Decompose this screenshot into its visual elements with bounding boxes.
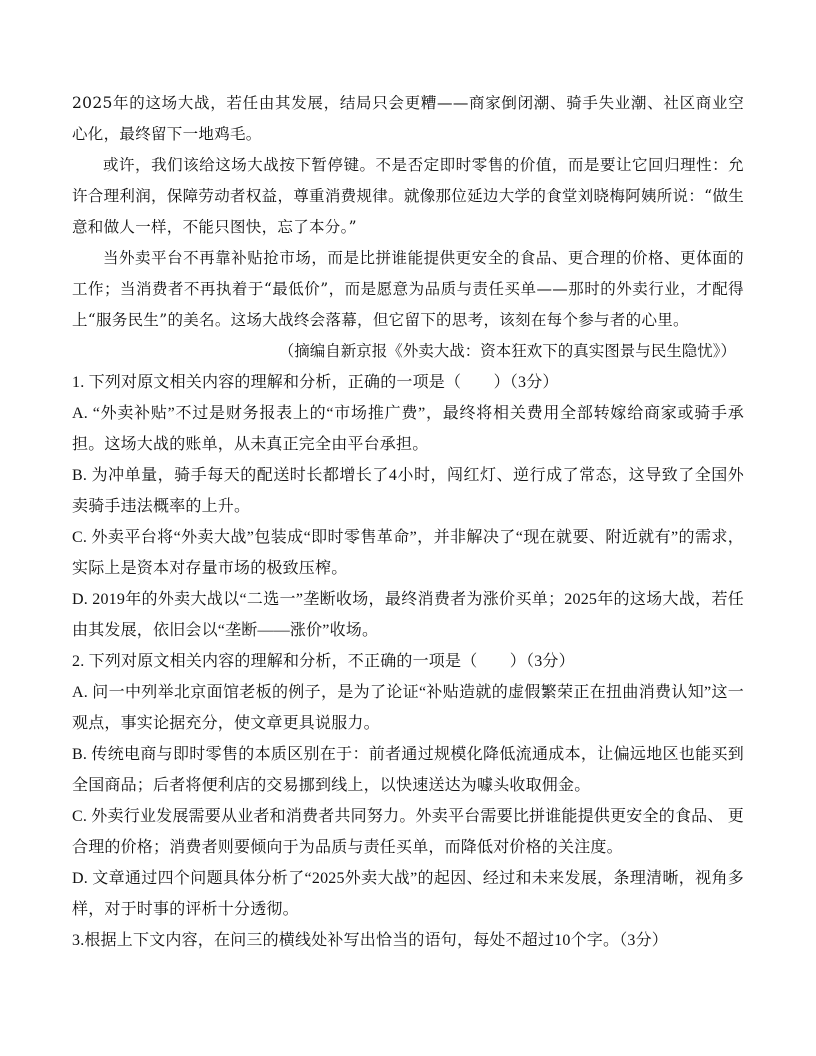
article-source: （摘编自新京报《外卖大战：资本狂欢下的真实图景与民生隐忧》） [278,343,736,360]
question-1-option-a: A. “外卖补贴”不过是财务报表上的“市场推广费”，最终将相关费用全部转嫁给商家或骑手承担。这场大战的账单，从未真正完全由平台承担。 [72,405,744,453]
article-paragraph-2: 或许，我们该给这场大战按下暂停键。不是否定即时零售的价值，而是要让它回归理性：允许合理利润，保障劳动者权益，尊重消费规律。就像那位延边大学的食堂刘晓梅阿姨所说：“做生意和做人一样，不能只图快，忘了本分。” [72,156,744,236]
question-1-option-b: B. 为冲单量，骑手每天的配送时长都增长了4小时，闯红灯、逆行成了常态，这导致了全国外卖骑手违法概率的上升。 [72,467,744,515]
article-paragraph-1: 2025年的这场大战，若任由其发展，结局只会更糟——商家倒闭潮、骑手失业潮、社区商业空心化，最终留下一地鸡毛。 [72,94,744,143]
article-paragraph-3: 当外卖平台不再靠补贴抢市场，而是比拼谁能提供更安全的食品、更合理的价格、更体面的工作；当消费者不再执着于“最低价”，而是愿意为品质与责任买单——那时的外卖行业，才配得上“服务民生”的美名。这场大战终会落幕，但它留下的思考，该刻在每个参与者的心里。 [72,249,744,329]
question-2-option-d: D. 文章通过四个问题具体分析了“2025外卖大战”的起因、经过和未来发展，条理清晰，视角多样，对于时事的评析十分透彻。 [72,870,744,918]
page-content [72,88,744,956]
question-2-option-a: A. 问一中列举北京面馆老板的例子，是为了论证“补贴造就的虚假繁荣正在扭曲消费认知”这一观点，事实论据充分，使文章更具说服力。 [72,684,744,732]
question-1-stem: 1. 下列对原文相关内容的理解和分析，正确的一项是（ ）（3分） [72,374,559,391]
question-2 [72,646,744,925]
question-1-option-d: D. 2019年的外卖大战以“二选一”垄断收场，最终消费者为涨价买单；2025年的这场大战，若任由其发展，依旧会以“垄断——涨价”收场。 [72,591,744,639]
question-2-stem: 2. 下列对原文相关内容的理解和分析，不正确的一项是（ ）（3分） [72,653,575,670]
question-3-stem: 3.根据上下文内容，在问三的横线处补写出恰当的语句，每处不超过10个字。（3分） [72,932,669,949]
question-2-option-c: C. 外卖行业发展需要从业者和消费者共同努力。外卖平台需要比拼谁能提供更安全的食品、 更合理的价格；消费者则要倾向于为品质与责任买单，而降低对价格的关注度。 [72,808,744,856]
question-2-option-b: B. 传统电商与即时零售的本质区别在于：前者通过规模化降低流通成本，让偏远地区也能买到全国商品；后者将便利店的交易挪到线上，以快速送达为噱头收取佣金。 [72,746,744,794]
question-1 [72,367,744,646]
question-1-option-c: C. 外卖平台将“外卖大战”包装成“即时零售革命”，并非解决了“现在就要、附近就有”的需求，实际上是资本对存量市场的极致压榨。 [72,529,744,577]
question-3 [72,925,744,956]
